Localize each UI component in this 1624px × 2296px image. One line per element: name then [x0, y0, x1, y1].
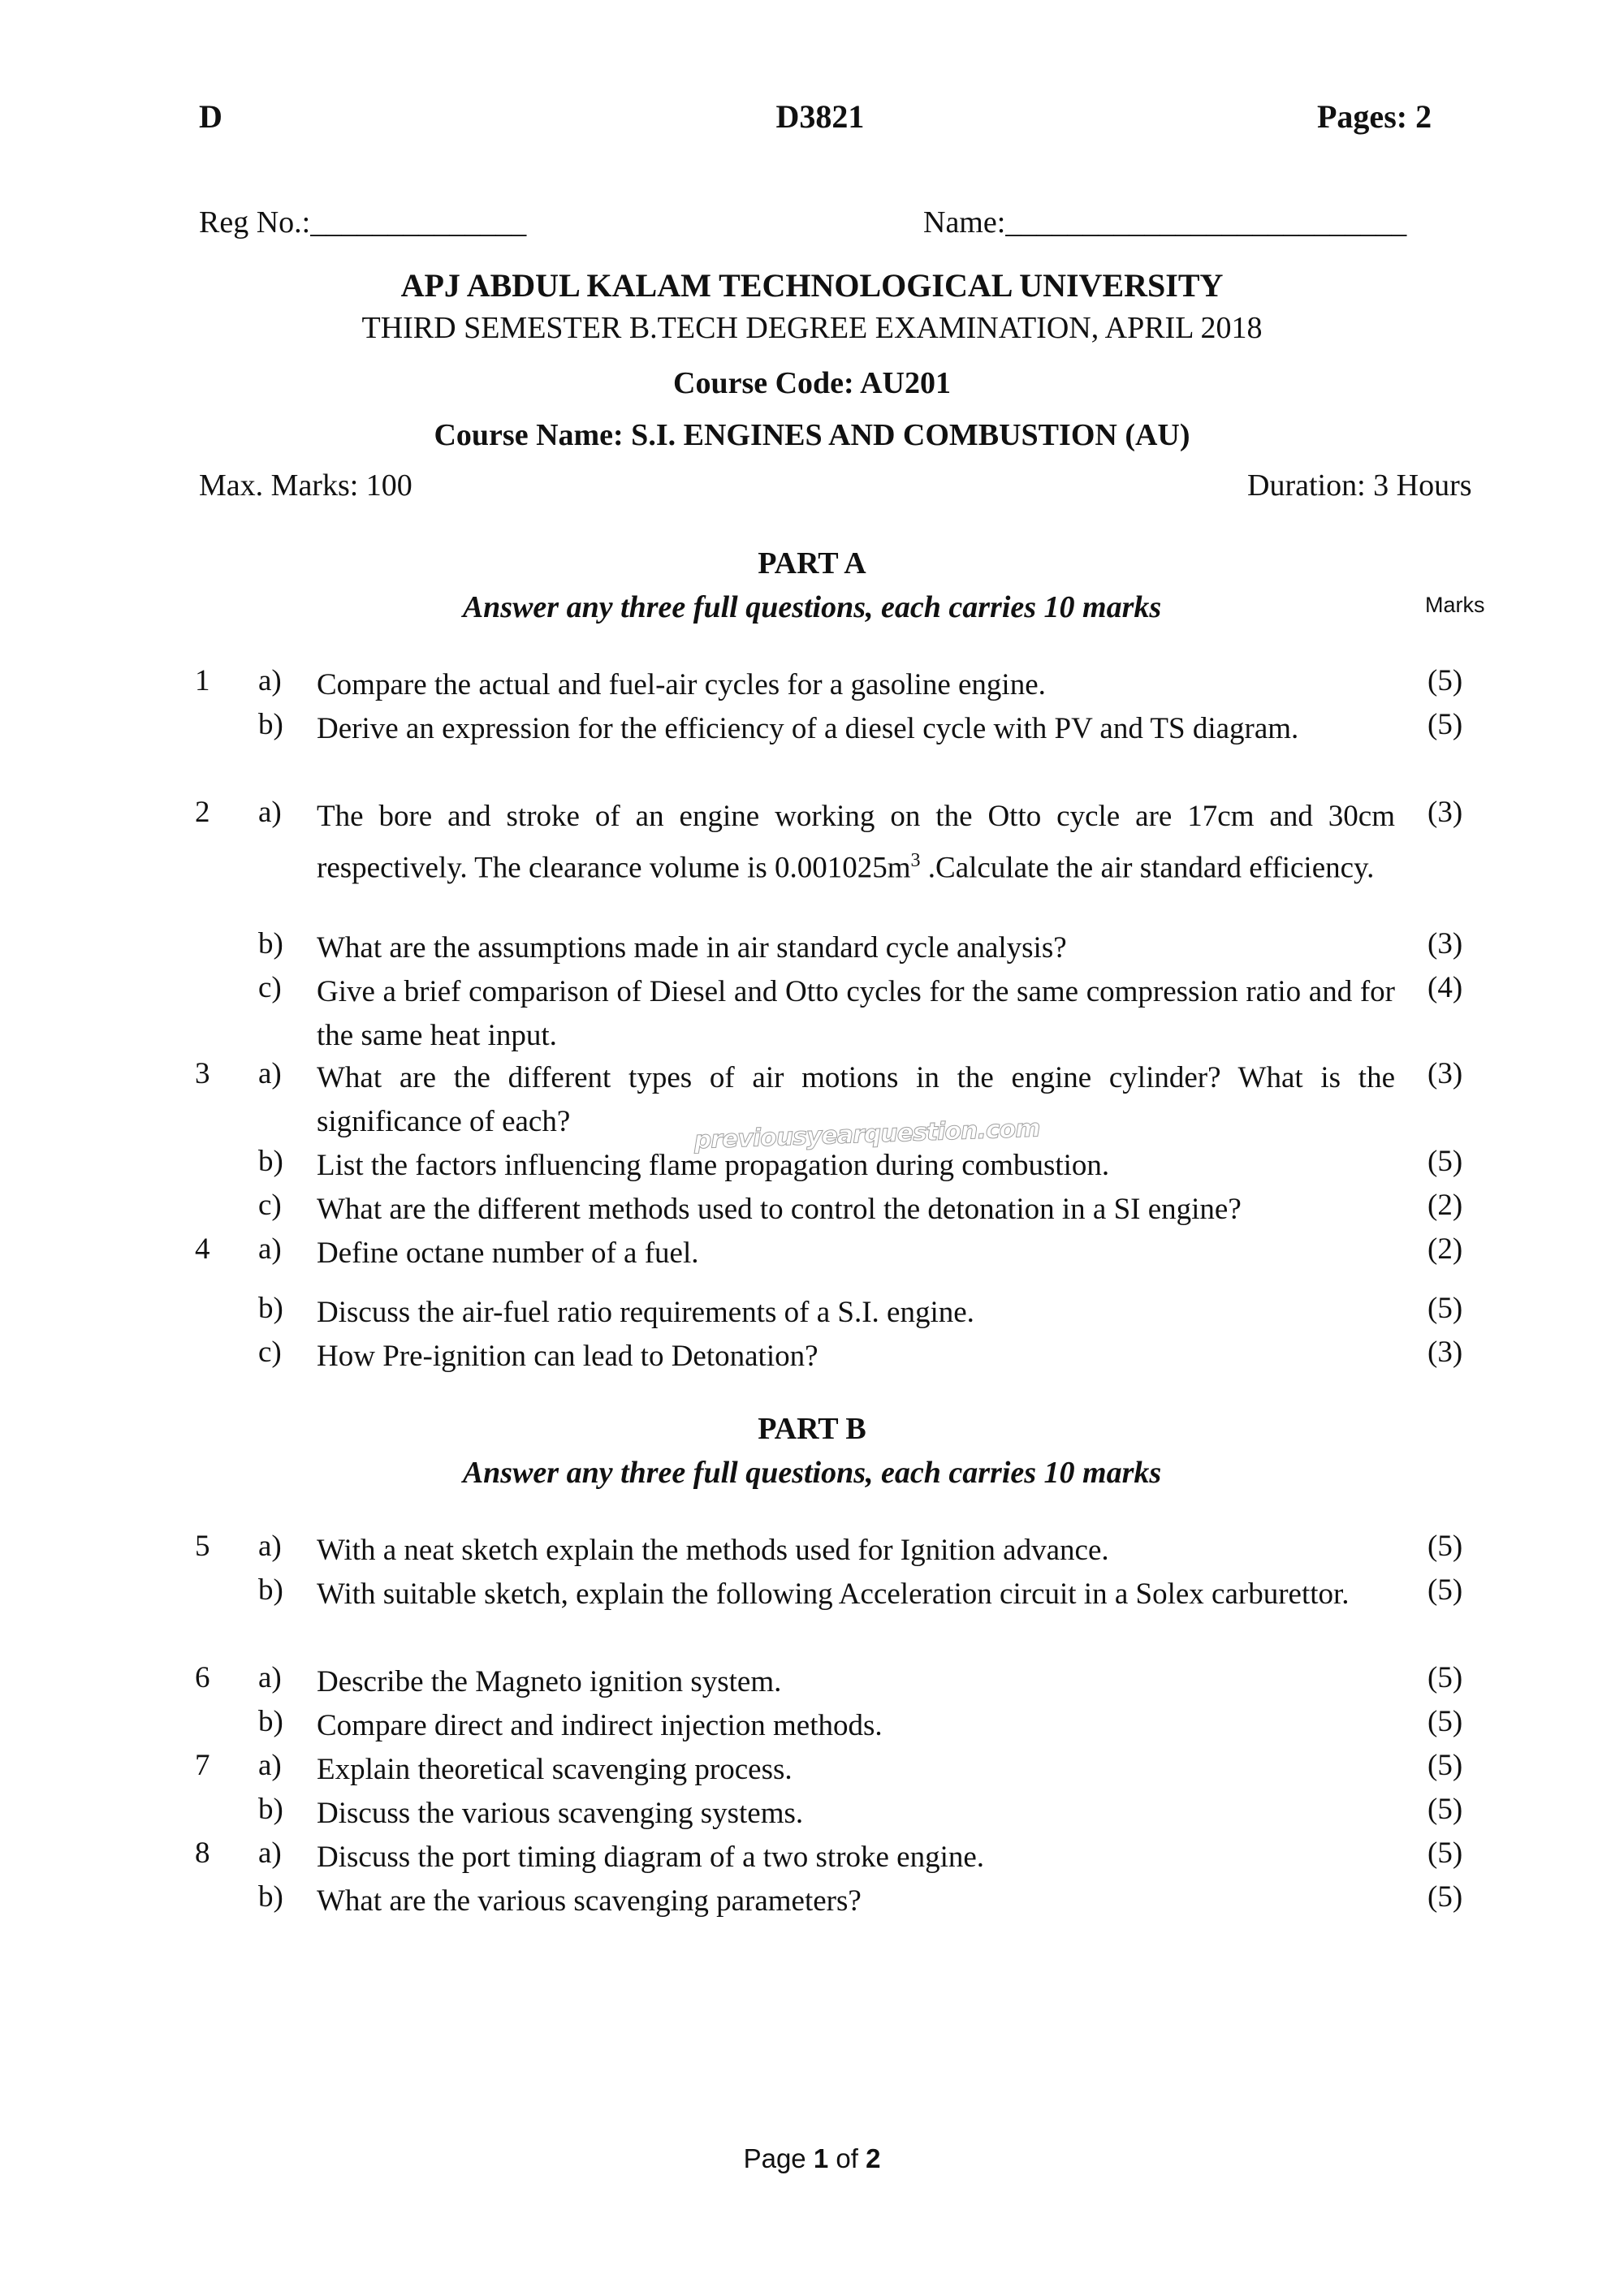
question-marks: (5): [1427, 664, 1463, 697]
question-text: Compare direct and indirect injection methods.: [317, 1709, 883, 1742]
question-letter: a): [258, 1232, 282, 1266]
question-letter: a): [258, 1749, 282, 1782]
footer-page-word: Page: [743, 2143, 806, 2173]
question-letter: b): [258, 1573, 283, 1607]
question-row: [0, 1748, 1624, 1792]
question-text: Explain theoretical scavenging process.: [317, 1753, 793, 1786]
question-row: [0, 1335, 1624, 1379]
exam-title: THIRD SEMESTER B.TECH DEGREE EXAMINATION, APRIL 2018: [361, 311, 1263, 345]
question-letter: b): [258, 1145, 283, 1178]
question-letter: c): [258, 971, 282, 1004]
header-pages: Pages: 2: [1317, 98, 1432, 135]
question-number: 2: [195, 796, 210, 829]
question-text: Define octane number of a fuel.: [317, 1236, 699, 1270]
course-name: Course Name: S.I. ENGINES AND COMBUSTION (AU): [434, 418, 1190, 452]
question-marks: (4): [1427, 971, 1463, 1004]
question-letter: b): [258, 1705, 283, 1738]
question-letter: b): [258, 927, 283, 960]
marks-column-header: Marks: [1425, 593, 1485, 617]
name-field: Name:__________________________: [923, 205, 1407, 240]
question-text: What are the different methods used to control the detonation in a SI engine?: [317, 1193, 1242, 1226]
question-text: List the factors influencing flame propagation during combustion.: [317, 1149, 1110, 1182]
question-row: [0, 1232, 1624, 1275]
question-row: [0, 1792, 1624, 1836]
question-marks: (3): [1427, 796, 1463, 829]
question-marks: (5): [1427, 1661, 1463, 1694]
part-a-title: PART A: [758, 546, 866, 580]
question-letter: c): [258, 1336, 282, 1369]
university-title: APJ ABDUL KALAM TECHNOLOGICAL UNIVERSITY: [400, 267, 1224, 304]
question-marks: (5): [1427, 1292, 1463, 1325]
question-marks: (5): [1427, 1793, 1463, 1826]
question-number: 5: [195, 1530, 210, 1563]
question-marks: (5): [1427, 1836, 1463, 1870]
header-series-code: D: [199, 98, 222, 135]
question-marks: (5): [1427, 1530, 1463, 1563]
question-row: [0, 1704, 1624, 1748]
question-marks: (2): [1427, 1189, 1463, 1222]
question-letter: c): [258, 1189, 282, 1222]
question-number: 6: [195, 1661, 210, 1694]
page-footer: [0, 2143, 1624, 2174]
question-row: [0, 1291, 1624, 1335]
question-text: Describe the Magneto ignition system.: [317, 1665, 782, 1698]
question-row: [0, 795, 1624, 926]
superscript-exponent: 3: [910, 850, 921, 871]
question-marks: (5): [1427, 1573, 1463, 1607]
question-row: [0, 1836, 1624, 1880]
question-letter: a): [258, 1057, 282, 1090]
question-row: [0, 663, 1624, 707]
question-letter: b): [258, 1292, 283, 1325]
question-text: Discuss the various scavenging systems.: [317, 1797, 804, 1830]
question-text: Discuss the port timing diagram of a two stroke engine.: [317, 1841, 985, 1874]
question-text: What are the various scavenging parameters?: [317, 1884, 862, 1918]
question-letter: b): [258, 1793, 283, 1826]
header-paper-code: D3821: [775, 98, 865, 135]
question-marks: (5): [1427, 708, 1463, 741]
question-text: What are the different types of air motions in the engine cylinder? What is the significance of each?: [317, 1061, 1395, 1138]
question-marks: (5): [1427, 1749, 1463, 1782]
question-row: [0, 1188, 1624, 1232]
question-number: 3: [195, 1057, 210, 1090]
question-letter: a): [258, 796, 282, 829]
question-text: Give a brief comparison of Diesel and Otto cycles for the same compression ratio and for the same heat input.: [317, 975, 1395, 1052]
question-marks: (3): [1427, 927, 1463, 960]
footer-of-word: of: [836, 2143, 858, 2173]
question-number: 8: [195, 1836, 210, 1870]
question-text: [317, 795, 1395, 890]
question-row: [0, 707, 1624, 795]
question-letter: a): [258, 664, 282, 697]
question-text: Compare the actual and fuel-air cycles for a gasoline engine.: [317, 668, 1046, 701]
question-text: What are the assumptions made in air standard cycle analysis?: [317, 931, 1067, 965]
question-row: [0, 1660, 1624, 1704]
question-text-tail: .Calculate the air standard efficiency.: [920, 851, 1375, 885]
course-code: Course Code: AU201: [673, 366, 951, 400]
part-a-instruction: Answer any three full questions, each carries 10 marks: [462, 590, 1162, 624]
question-number: 4: [195, 1232, 210, 1266]
max-marks: Max. Marks: 100: [199, 468, 412, 503]
question-marks: (3): [1427, 1336, 1463, 1369]
reg-no-field: Reg No.:______________: [199, 205, 527, 240]
question-number: 1: [195, 664, 210, 697]
question-row: [0, 926, 1624, 970]
question-letter: a): [258, 1836, 282, 1870]
footer-current-page: 1: [813, 2143, 829, 2173]
question-marks: (2): [1427, 1232, 1463, 1266]
question-text: With a neat sketch explain the methods used for Ignition advance.: [317, 1534, 1109, 1567]
question-row: [0, 970, 1624, 1058]
part-b-instruction: Answer any three full questions, each carries 10 marks: [462, 1456, 1162, 1490]
question-letter: b): [258, 708, 283, 741]
question-marks: (5): [1427, 1145, 1463, 1178]
question-row: [0, 1573, 1624, 1660]
watermark-logo: previousyearquestion.com: [693, 1114, 1041, 1155]
question-row: [0, 1529, 1624, 1573]
duration: Duration: 3 Hours: [1247, 468, 1472, 503]
question-letter: b): [258, 1880, 283, 1914]
question-marks: (5): [1427, 1880, 1463, 1914]
question-row: [0, 1880, 1624, 1923]
question-text: Derive an expression for the efficiency of a diesel cycle with PV and TS diagram.: [317, 712, 1299, 745]
question-letter: a): [258, 1530, 282, 1563]
footer-total-pages: 2: [866, 2143, 881, 2173]
question-text: How Pre-ignition can lead to Detonation?: [317, 1340, 818, 1373]
question-letter: a): [258, 1661, 282, 1694]
question-number: 7: [195, 1749, 210, 1782]
question-text: Discuss the air-fuel ratio requirements of a S.I. engine.: [317, 1296, 974, 1329]
question-marks: (5): [1427, 1705, 1463, 1738]
question-text: With suitable sketch, explain the following Acceleration circuit in a Solex carburettor.: [317, 1577, 1350, 1611]
question-text-main: The bore and stroke of an engine working on the Otto cycle are 17cm and 30cm respectively. The clearance volume is 0.001025m: [317, 800, 1395, 885]
part-b-title: PART B: [758, 1412, 866, 1446]
question-marks: (3): [1427, 1057, 1463, 1090]
